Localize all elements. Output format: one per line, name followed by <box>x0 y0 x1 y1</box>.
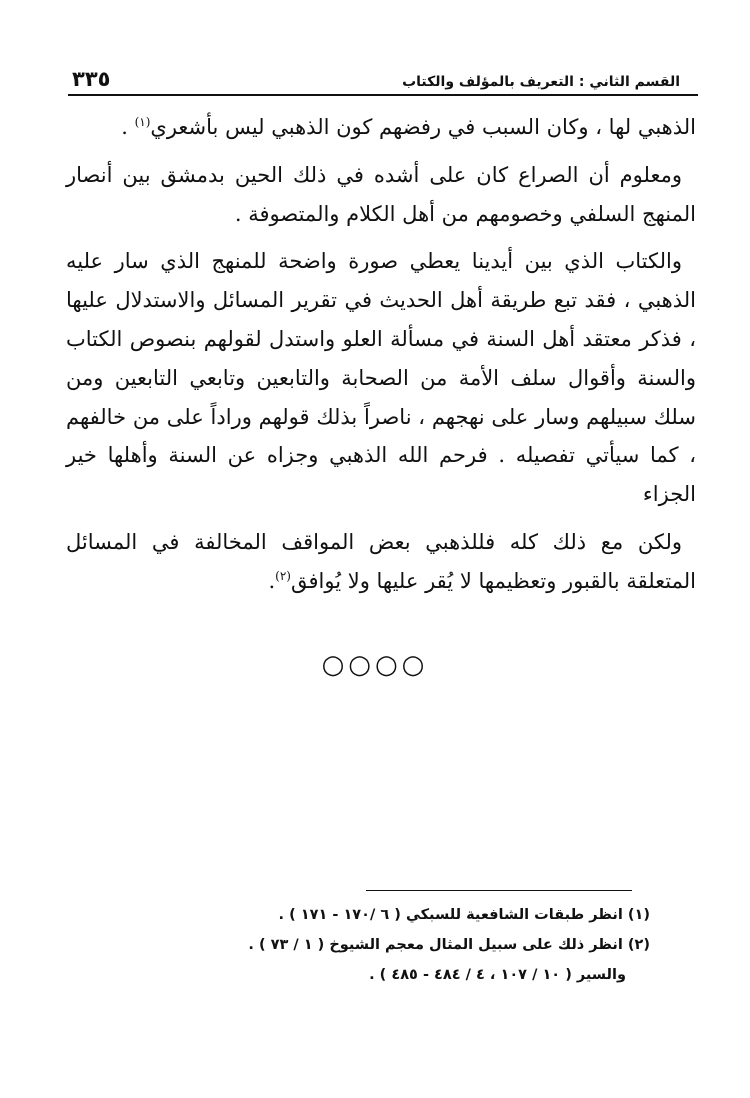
paragraph-4-text: ولكن مع ذلك كله فللذهبي بعض المواقف المخالفة في المسائل المتعلقة بالقبور وتعظيمها لا يُقر عليها ولا يُوافق <box>66 529 696 593</box>
page-number: ٣٣٥ <box>72 67 111 91</box>
paragraph-1-end: . <box>121 115 135 139</box>
paragraph-4 <box>66 523 696 601</box>
footnote-1: (١) انظر طبقات الشافعية للسبكي ( ٦ /١٧٠ - ١٧١ ) . <box>278 907 650 923</box>
paragraph-4-end: . <box>268 568 276 593</box>
footnote-ref-1: (١) <box>134 115 151 129</box>
paragraph-2: ومعلوم أن الصراع كان على أشده في ذلك الحين بدمشق بين أنصار المنهج السلفي وخصومهم من أهل الكلام والمتصوفة . <box>66 162 696 226</box>
footnote-ref-2: (٢) <box>275 568 291 583</box>
footnote-2: (٢) انظر ذلك على سبيل المثال معجم الشيوخ ( ١ / ٧٣ ) . <box>248 937 650 953</box>
footnotes <box>180 900 650 990</box>
footnote-2-continuation: والسير ( ١٠ / ١٠٧ ، ٤ / ٤٨٤ - ٤٨٥ ) . <box>369 967 626 983</box>
running-header-title: القسم الثاني : التعريف بالمؤلف والكتاب <box>402 74 680 90</box>
paragraph-1-text: الذهبي لها ، وكان السبب في رفضهم كون الذهبي ليس بأشعري <box>150 115 696 139</box>
footnote-divider <box>366 890 632 891</box>
paragraph-3: والكتاب الذي بين أيدينا يعطي صورة واضحة للمنهج الذي سار عليه الذهبي ، فقد تبع طريقة أهل الحديث في تقرير المسائل والاستدلال عليها ، فذكر معتقد أهل السنة في مسألة العلو واستدل لقولهم بنصوص الكتاب والسنة وأقوال سلف الأمة من الصحابة والتابعين وتابعي التابعين ومن سلك سبيلهم وسار على نهجهم ، ناصراً بذلك قولهم وراداً على من خالفهم ، كما سيأتي تفصيله . فرحم الله الذهبي وجزاه عن السنة وأهلها خير الجزاء <box>66 249 696 507</box>
running-header <box>68 62 698 96</box>
section-separator: ○○○○ <box>321 650 429 680</box>
paragraph-1 <box>66 108 696 147</box>
body-text <box>66 108 696 610</box>
